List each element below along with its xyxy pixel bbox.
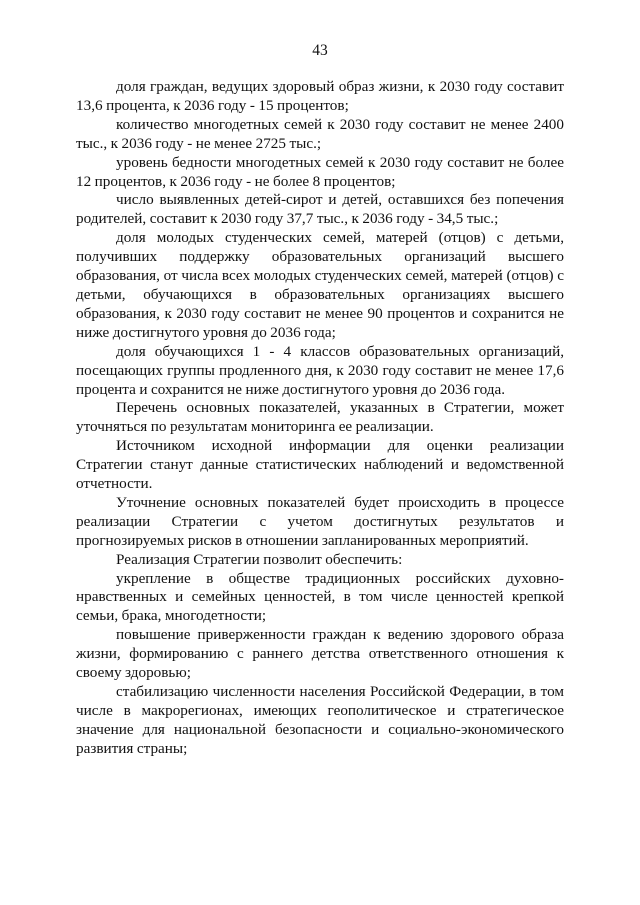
paragraph-student-families: доля молодых студенческих семей, матерей (отцов) с детьми, получивших поддержку образовательных организаций высшего образования, от числа всех молодых студенческих семей, матерей (отцов) с детьми, обучающихся в образовательных организациях высшего образования, к 2030 году составит не менее 90 процентов и сохранится не ниже достигнутого уровня до 2036 года; xyxy=(76,229,564,341)
page-number: 43 xyxy=(312,42,328,59)
paragraph-indicators-list: Перечень основных показателей, указанных в Стратегии, может уточняться по результатам мониторинга ее реализации. xyxy=(76,399,564,436)
paragraph-large-families-count: количество многодетных семей к 2030 году составит не менее 2400 тыс., к 2036 году - не менее 2725 тыс.; xyxy=(76,115,564,152)
paragraph-extended-day-groups: доля обучающихся 1 - 4 классов образовательных организаций, посещающих группы продленного дня, к 2030 году составит не менее 17,6 процента и сохранится не ниже достигнутого уровня до 2036 года. xyxy=(76,342,564,398)
paragraph-population-stabilization: стабилизацию численности населения Российской Федерации, в том числе в макрорегионах, имеющих геополитическое и стратегическое значение для национальной безопасности и социально-экономического развития страны; xyxy=(76,683,564,757)
paragraph-orphans: число выявленных детей-сирот и детей, оставшихся без попечения родителей, составит к 2030 году 37,7 тыс., к 2036 году - 34,5 тыс.; xyxy=(76,191,564,228)
paragraph-strategy-enables: Реализация Стратегии позволит обеспечить: xyxy=(116,550,403,568)
document-body xyxy=(76,78,564,759)
paragraph-traditional-values: укрепление в обществе традиционных российских духовно-нравственных и семейных ценностей, в том числе ценностей крепкой семьи, брака, многодетности; xyxy=(76,569,564,625)
paragraph-indicators-refinement: Уточнение основных показателей будет происходить в процессе реализации Стратегии с учетом достигнутых результатов и прогнозируемых рисков в отношении запланированных мероприятий. xyxy=(76,493,564,549)
paragraph-poverty-level: уровень бедности многодетных семей к 2030 году составит не более 12 процентов, к 2036 году - не более 8 процентов; xyxy=(76,153,564,190)
paragraph-healthy-commitment: повышение приверженности граждан к ведению здорового образа жизни, формированию с раннего детства ответственного отношения к своему здоровью; xyxy=(76,626,564,682)
paragraph-healthy-lifestyle: доля граждан, ведущих здоровый образ жизни, к 2030 году составит 13,6 процента, к 2036 году - 15 процентов; xyxy=(76,78,564,114)
paragraph-information-source: Источником исходной информации для оценки реализации Стратегии станут данные статистических наблюдений и ведомственной отчетности. xyxy=(76,437,564,493)
